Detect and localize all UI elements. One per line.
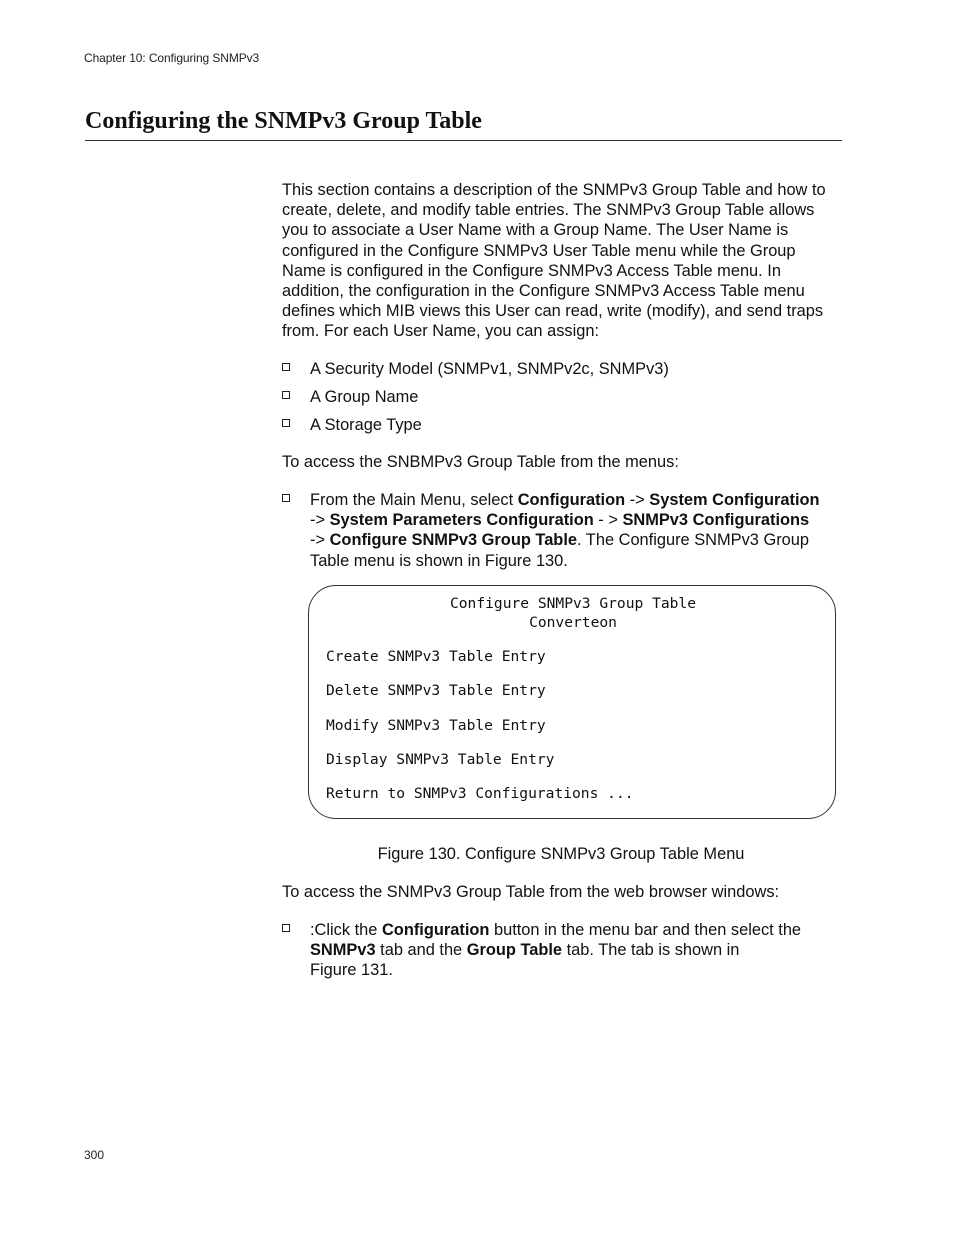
terminal-menu-item: Display SNMPv3 Table Entry — [326, 751, 555, 768]
list-item-text: A Group Name — [310, 388, 419, 406]
menus-intro: To access the SNBMPv3 Group Table from the menus: — [282, 453, 679, 471]
list-item-text: A Security Model (SNMPv1, SNMPv2c, SNMPv3) — [310, 360, 669, 378]
web-step-text: :Click the Configuration button in the menu bar and then select the SNMPv3 tab and the Group Table tab. The tab is shown in Figure 131. — [310, 921, 802, 980]
terminal-menu-item: Modify SNMPv3 Table Entry — [326, 717, 546, 734]
web-snmpv3-tab-ref: SNMPv3 — [310, 941, 376, 960]
figure-caption: Figure 130. Configure SNMPv3 Group Table Menu — [377, 845, 745, 863]
running-header: Chapter 10: Configuring SNMPv3 — [84, 51, 260, 65]
terminal-menu-figure — [308, 585, 836, 819]
page-number: 300 — [84, 1148, 105, 1162]
section-title: Configuring the SNMPv3 Group Table — [85, 108, 482, 134]
menu-path-system-configuration: System Configuration — [649, 491, 820, 509]
terminal-menu-item: Delete SNMPv3 Table Entry — [326, 682, 546, 699]
terminal-menu-subtitle: Converteon — [529, 614, 617, 631]
checkbox-bullet-icon — [282, 419, 290, 427]
terminal-menu-item: Create SNMPv3 Table Entry — [326, 648, 546, 665]
intro-paragraph: This section contains a description of the SNMPv3 Group Table and how to create, delete, and modify table entries. The SNMPv3 Group Table allows you to associate a User Name with a Group Name. The User Name is configured in the Configure SNMPv3 User Table menu while the Group Name is configured in the Configure SNMPv3 Access Table menu. In addition, the configuration in the Configure SNMPv3 Access Table menu defines which MIB views this User can read, write (modify), and send traps from. For each User Name, you can assign: — [282, 181, 826, 341]
web-group-table-tab-ref: Group Table — [466, 941, 563, 960]
checkbox-bullet-icon — [282, 391, 290, 399]
menu-path-snmpv3-configurations: SNMPv3 Configurations — [622, 511, 810, 530]
menu-path-group-table: Configure SNMPv3 Group Table — [329, 531, 577, 550]
menu-path-system-parameters: System Parameters Configuration — [329, 511, 594, 530]
list-item-text: A Storage Type — [310, 416, 422, 434]
checkbox-bullet-icon — [282, 494, 290, 502]
terminal-menu-item: Return to SNMPv3 Configurations ... — [326, 785, 634, 802]
checkbox-bullet-icon — [282, 924, 290, 932]
checkbox-bullet-icon — [282, 363, 290, 371]
terminal-menu-title: Configure SNMPv3 Group Table — [449, 595, 696, 612]
menu-path-configuration: Configuration — [517, 491, 626, 509]
web-configuration-button-ref: Configuration — [381, 921, 490, 939]
menus-step-text: From the Main Menu, select Configuration -> System Configuration -> System Parameters Configuration - > SNMPv3 Configurations -> Configure SNMPv3 Group Table. The Configure SNMPv3 Group Table menu is shown in Figure 130. — [310, 491, 820, 570]
title-rule — [85, 140, 842, 141]
web-intro: To access the SNMPv3 Group Table from the web browser windows: — [282, 883, 780, 901]
